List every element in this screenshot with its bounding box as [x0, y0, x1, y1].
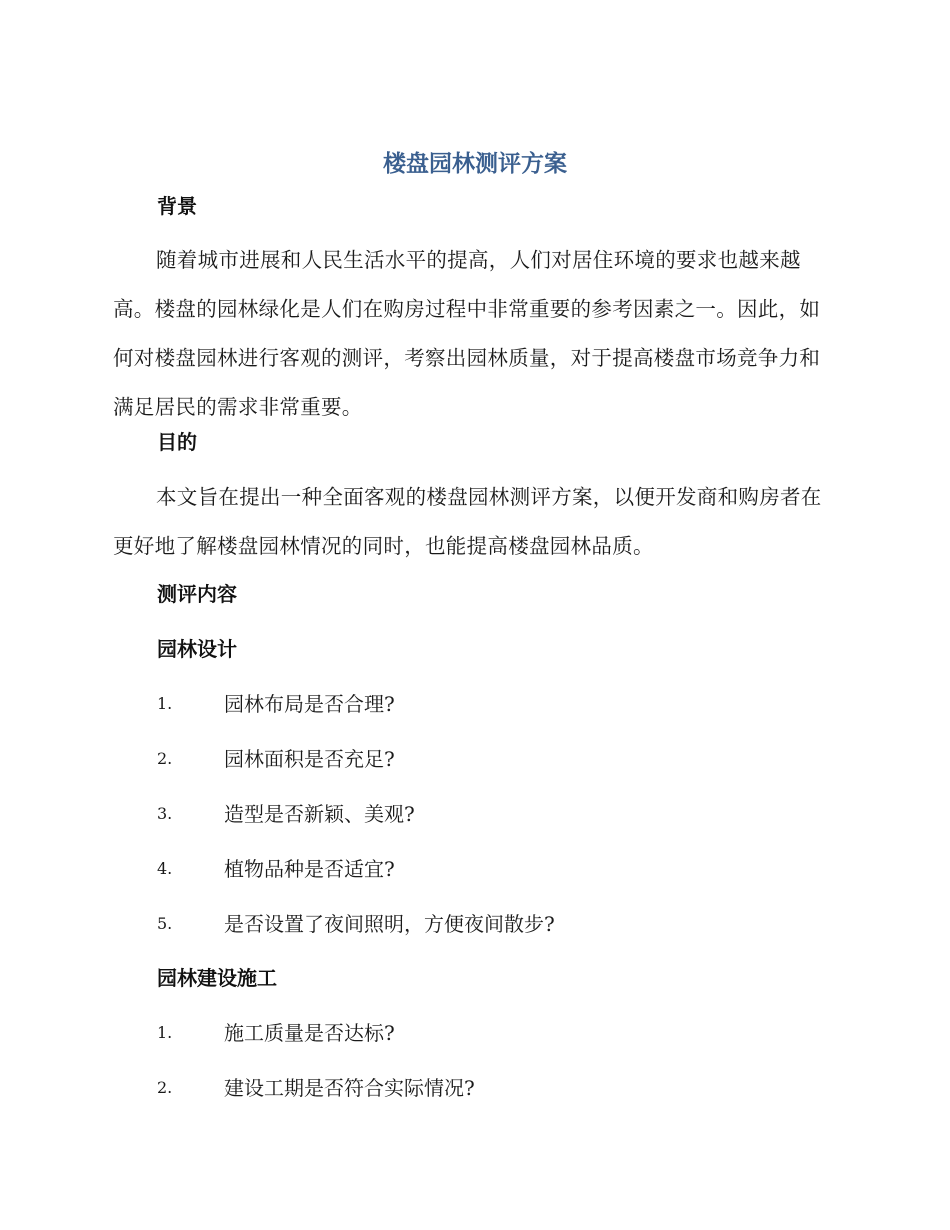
- list-item-text: 建设工期是否符合实际情况?: [224, 1076, 475, 1100]
- heading-design: 园林设计: [157, 637, 237, 661]
- list-item-number: 2.: [157, 749, 173, 768]
- list-item-number: 1.: [157, 1023, 173, 1042]
- list-item-number: 5.: [157, 914, 173, 933]
- list-item-number: 1.: [157, 694, 173, 713]
- list-item-text: 园林布局是否合理?: [224, 692, 395, 716]
- document-title: 楼盘园林测评方案: [383, 151, 567, 177]
- heading-construction: 园林建设施工: [157, 966, 277, 990]
- list-item-number: 2.: [157, 1078, 173, 1097]
- list-item-text: 造型是否新颖、美观?: [224, 802, 415, 826]
- list-item-text: 植物品种是否适宜?: [224, 857, 395, 881]
- list-item-number: 3.: [157, 804, 173, 823]
- list-item-text: 是否设置了夜间照明，方便夜间散步?: [224, 912, 555, 936]
- heading-content: 测评内容: [157, 582, 237, 606]
- paragraph-purpose: 本文旨在提出一种全面客观的楼盘园林测评方案，以便开发商和购房者在更好地了解楼盘园林情况的同时，也能提高楼盘园林品质。: [113, 485, 822, 558]
- heading-background: 背景: [157, 194, 197, 218]
- heading-purpose: 目的: [157, 430, 197, 454]
- list-item-text: 园林面积是否充足?: [224, 747, 395, 771]
- paragraph-background: 随着城市进展和人民生活水平的提高，人们对居住环境的要求也越来越高。楼盘的园林绿化是人们在购房过程中非常重要的参考因素之一。因此，如何对楼盘园林进行客观的测评，考察出园林质量，对于提高楼盘市场竞争力和满足居民的需求非常重要。: [113, 248, 821, 419]
- list-item-text: 施工质量是否达标?: [224, 1021, 395, 1045]
- list-item-number: 4.: [157, 859, 173, 878]
